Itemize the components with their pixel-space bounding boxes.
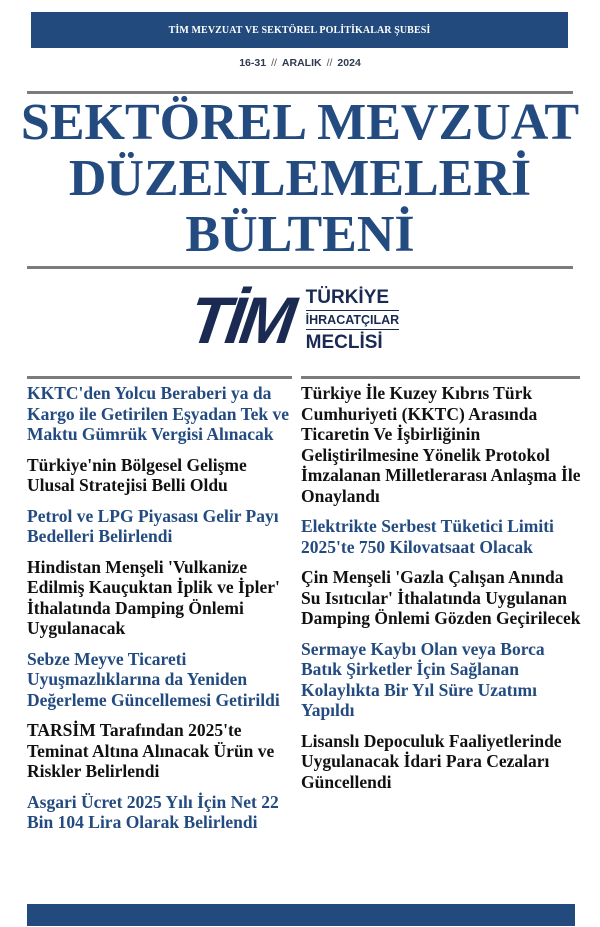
- headline-link[interactable]: Hindistan Menşeli 'Vulkanize Edilmiş Kauçuktan İplik ve İpler' İthalatında Damping Önlemi Uygulanacak: [27, 556, 280, 638]
- tim-logo-wordmark: [306, 288, 400, 353]
- date-days: 16-31: [239, 57, 267, 69]
- date-separator: //: [326, 57, 333, 69]
- date-separator: //: [271, 57, 277, 69]
- headline-link[interactable]: Asgari Ücret 2025 Yılı İçin Net 22 Bin 104 Lira Olarak Belirlendi: [27, 791, 279, 832]
- headline-link[interactable]: Türkiye'nin Bölgesel Gelişme Ulusal Stratejisi Belli Oldu: [27, 454, 247, 495]
- left-column-rule: [27, 376, 292, 379]
- department-banner: [31, 12, 568, 48]
- headline-link[interactable]: Türkiye İle Kuzey Kıbrıs Türk Cumhuriyeti (KKTC) Arasında Ticaretin Ve İşbirliğinin Geliştirilmesine Yönelik Protokol İmzalanan Milletlerarası Anlaşma İle Onaylandı: [301, 383, 581, 506]
- issue-date: [0, 57, 600, 69]
- date-month: ARALIK: [281, 57, 322, 69]
- title-line-3: BÜLTENİ: [185, 206, 415, 263]
- tim-logo: [184, 283, 420, 357]
- title-line-2: DÜZENLEMELERİ: [68, 150, 532, 207]
- date-year: 2024: [337, 57, 361, 69]
- logo-word-ihracatcilar: İHRACATÇILAR: [306, 311, 400, 331]
- title-line-1: SEKTÖREL MEVZUAT: [20, 94, 580, 151]
- logo-word-meclisi: MECLİSİ: [305, 332, 383, 354]
- footer-banner: [27, 904, 575, 926]
- logo-word-turkiye: TÜRKİYE: [306, 288, 400, 311]
- headline-link[interactable]: Lisanslı Depoculuk Faaliyetlerinde Uygulanacak İdari Para Cezaları Güncellendi: [301, 730, 562, 792]
- title-bottom-rule: [27, 266, 573, 269]
- headline-link[interactable]: Sermaye Kaybı Olan veya Borca Batık Şirketler İçin Sağlanan Kolaylıkta Bir Yıl Süre Uzatımı Yapıldı: [301, 638, 545, 720]
- headline-link[interactable]: Sebze Meyve Ticareti Uyuşmazlıklarına da Yeniden Değerleme Güncellemesi Getirildi: [27, 648, 280, 710]
- department-name: TİM MEVZUAT VE SEKTÖREL POLİTİKALAR ŞUBESİ: [168, 24, 431, 36]
- headline-link[interactable]: TARSİM Tarafından 2025'te Teminat Altına Alınacak Ürün ve Riskler Belirlendi: [27, 720, 275, 781]
- headline-link[interactable]: Çin Menşeli 'Gazla Çalışan Anında Su Isıtıcılar' İthalatında Uygulanan Damping Önlemi Gözden Geçirilecek: [301, 567, 581, 628]
- tim-logo-mark: TİM: [184, 283, 297, 357]
- headline-link[interactable]: KKTC'den Yolcu Beraberi ya da Kargo ile Getirilen Eşyadan Tek ve Maktu Gümrük Vergisi Alınacak: [27, 383, 290, 444]
- headlines-left-column: [27, 383, 292, 843]
- bulletin-title: [0, 95, 600, 263]
- headline-link[interactable]: Elektrikte Serbest Tüketici Limiti 2025'te 750 Kilovatsaat Olacak: [301, 516, 554, 557]
- headlines-right-column: [301, 383, 581, 802]
- right-column-rule: [301, 376, 580, 379]
- headline-link[interactable]: Petrol ve LPG Piyasası Gelir Payı Bedelleri Belirlendi: [27, 505, 279, 546]
